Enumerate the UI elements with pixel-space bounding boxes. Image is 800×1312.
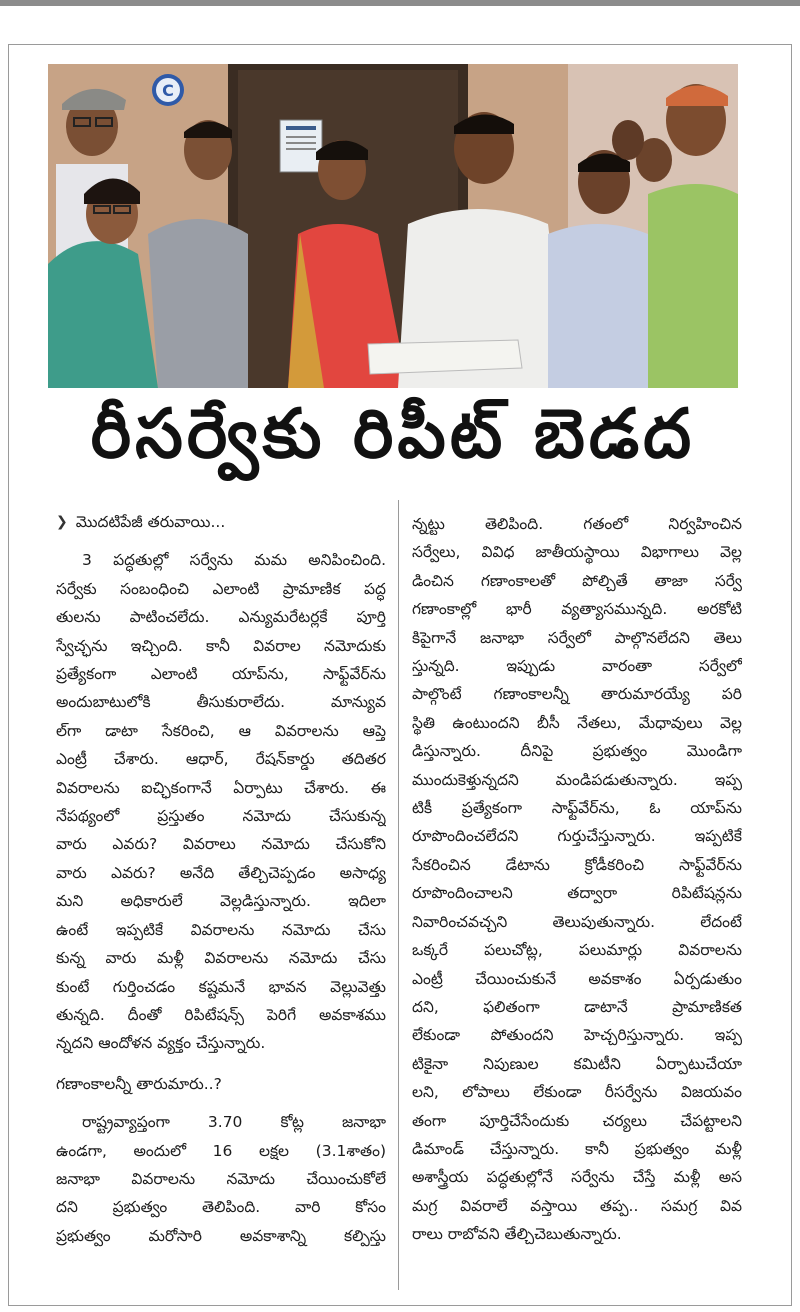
text-line: దని ప్రభుత్వం తెలిపింది. వారి కోసం [56,1198,386,1217]
text-line: రాష్ట్రవ్యాప్తంగా 3.70 కోట్ల జనాభా [82,1113,386,1132]
text-line: దని, ఫలితంగా డాటానే ప్రామాణికత [412,997,742,1016]
text-line: గణాంకాల్లో భారీ వ్యత్యాసమున్నది. అరకోటి [412,600,742,619]
text-line: ఒక్కరే పలుచోట్ల, పలుమార్లు వివరాలను [412,941,742,960]
text-line: న్నట్టు తెలిపింది. గతంలో నిర్వహించిన [412,515,742,533]
text-line: స్తున్నది. ఇప్పుడు వారంతా సర్వేలో [412,657,742,676]
text-line: డించిన గణాంకాలతో పోల్చితే తాజా సర్వే [412,571,742,590]
text-line: ల్‌గా డాటా సేకరించి, ఆ వివరాలను ఆప్తె [56,721,386,740]
top-rule [0,0,800,6]
text-line: పాల్గొంటే గణాంకాలన్నీ తారుమారయ్యే పరి [412,685,742,704]
column-divider [398,500,399,1290]
text-line: అశాస్త్రీయ పద్ధతుల్లోనే సర్వేను చేస్తే మళ్లీ అస [412,1168,742,1187]
text-line: కుంటే గుర్తించడం కష్టమనే భావన వెల్లువెత్తు [56,977,386,996]
paragraph [56,546,386,1057]
text-line: జనాభా వివరాలను నమోదు చేయించుకోలే [56,1169,386,1188]
text-line: లేకుండా పోతుందని హెచ్చరిస్తున్నారు. ఇప్ప [412,1026,742,1045]
news-photo [48,64,738,388]
kicker [56,508,386,536]
text-line: ఉండగా, అందులో 16 లక్షల (3.1శాతం) [56,1141,386,1160]
text-line: లని, లోపాలు లేకుండా రీసర్వేను విజయవం [412,1083,742,1102]
text-line: రూపొందించాలని తద్వారా రిపిటేషన్లను [412,884,742,903]
text-line: సేకరించిన డేటాను క్రోడీకరించి సాఫ్ట్‌వేర్‌ను [412,855,742,874]
paragraph [412,510,742,1249]
text-line: తంగా పూర్తిచేసేందుకు చర్యలు చేపట్టాలని [412,1111,742,1130]
photo-illustration [48,64,738,388]
text-line: తున్నది. దీంతో రిపిటేషన్స్ పెరిగే అవకాశము [56,1005,386,1024]
text-line: డిమాండ్ చేస్తున్నారు. కానీ ప్రభుత్వం మళ్లీ [412,1139,742,1158]
text-line: ఉంటే ఇప్పటికే వివరాలను నమోదు చేసు [56,920,386,939]
text-line: వారు ఎవరు? వివరాలు నమోదు చేసుకోని [56,835,386,854]
text-line: స్థితి ఉంటుందని బీసీ నేతలు, మేధావులు వెల్ల [412,713,742,732]
text-line: టికీ ప్రత్యేకంగా సాఫ్ట్‌వేర్‌ను, ఓ యాప్‌ను [412,799,742,818]
text-line: నివారించవచ్చని తెలుపుతున్నారు. లేదంటే [412,912,742,931]
kicker-text: మొదటిపేజీ తరువాయి... [75,513,226,531]
text-line: ఎంట్రీ చేయించుకునే అవకాశం ఏర్పడుతుం [412,969,742,988]
headline: రీసర్వేకు రిపీట్ బెడద [90,396,696,474]
text-line: డిస్తున్నారు. దీనిపై ప్రభుత్వం మొండిగా [412,742,742,761]
paragraph [56,1108,386,1250]
text-line: ఎంట్రీ చేశారు. ఆధార్, రేషన్‌కార్డు తదితర [56,750,386,769]
text-line: తులను పాటించలేదు. ఎన్యుమరేటర్లకే పూర్తి [56,608,386,627]
text-line: మగ్ర వివరాలే వస్తాయి తప్ప.. సమగ్ర వివ [412,1196,742,1215]
text-line: వారు ఎవరు? అనేది తేల్చిచెప్పడం అసాధ్య [56,863,386,882]
text-line: అందుబాటులోకి తీసుకురాలేదు. మాన్యువ [56,693,386,712]
article-column-left [56,508,386,1250]
text-line: సర్వేలు, వివిధ జాతీయస్థాయి విభాగాలు వెల్ల [412,543,742,562]
text-line: టికైనా నిపుణుల కమిటీని ఏర్పాటుచేయా [412,1054,742,1073]
text-line: ప్రత్యేకంగా ఎలాంటి యాప్‌ను, సాఫ్ట్‌వేర్‌ను [56,665,386,684]
text-line: కిపైగానే జనాభా సర్వేలో పాల్గొనలేదని తెలు [412,628,742,647]
text-line: నేపథ్యంలో ప్రస్తుతం నమోదు చేసుకున్న [56,807,386,826]
chevron-right-icon: ❯ [56,514,68,530]
text-line: ముందుకెళ్తున్నదని మండిపడుతున్నారు. ఇప్ప [412,770,742,789]
text-line: 3 పద్ధతుల్లో సర్వేను మమ అనిపించింది. [82,551,386,570]
photo-logo-letter: C [162,81,174,100]
text-line: సర్వేకు సంబంధించి ఎలాంటి ప్రామాణిక పద్ధ [56,579,386,598]
text-line: రూపొందించలేదని గుర్తుచేస్తున్నారు. ఇప్పటికే [412,827,742,846]
text-line: కున్న వారు మళ్లీ వివరాలను నమోదు చేసు [56,949,386,968]
text-line: న్నదని ఆందోళన వ్యక్తం చేస్తున్నారు. [56,1034,266,1053]
text-line: స్వేచ్ఛను ఇచ్చింది. కానీ వివరాల నమోదుకు [56,636,386,655]
subheading: గణాంకాలన్నీ తారుమారు..? [56,1074,222,1093]
text-line: వివరాలను ఐచ్ఛికంగానే ఏర్పాటు చేశారు. ఈ [56,778,386,797]
text-line: ప్రభుత్వం మరోసారి అవకాశాన్ని కల్పిస్తు [56,1226,386,1245]
text-line: రాలు రాబోవని తేల్చిచెబుతున్నారు. [412,1225,622,1244]
text-line: మని అధికారులే వెల్లడిస్తున్నారు. ఇదిలా [56,892,386,911]
article-column-right [412,510,742,1249]
